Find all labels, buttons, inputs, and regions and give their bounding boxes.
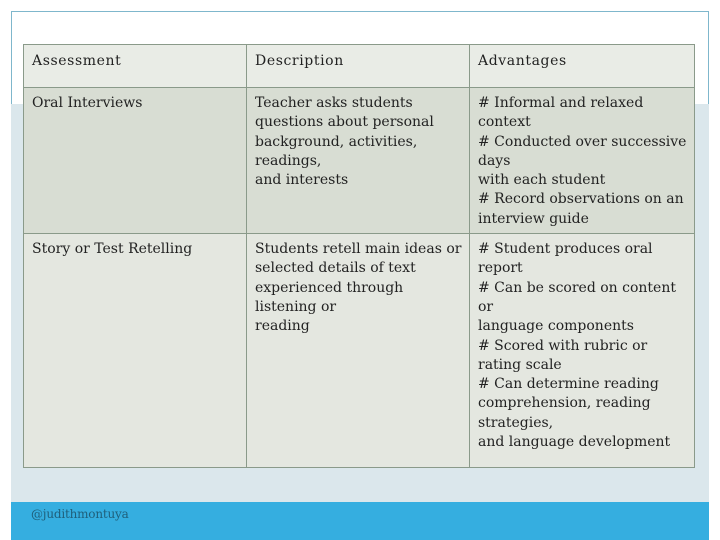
table-header-row — [24, 45, 695, 88]
footer-handle: @judithmontuya — [31, 507, 129, 521]
advantage-line: comprehension, reading — [478, 395, 651, 412]
header-description: Description — [247, 45, 470, 88]
description-line: listening or — [255, 298, 337, 315]
description-line: Teacher asks students — [255, 95, 413, 111]
advantage-line: # Record observations on an — [478, 191, 684, 208]
header-advantages: Advantages — [470, 45, 695, 88]
advantage-line: rating scale — [478, 356, 562, 373]
advantage-line: days — [478, 152, 511, 169]
advantage-line: # Conducted over successive — [478, 133, 687, 150]
advantage-line: and language development — [478, 434, 671, 451]
table-row — [24, 234, 695, 468]
description-line: experienced through — [255, 279, 404, 296]
advantage-line: or — [478, 298, 494, 315]
header-assessment: Assessment — [24, 45, 247, 88]
cell-description — [247, 88, 470, 234]
cell-advantages — [470, 88, 695, 234]
advantage-line: # Can be scored on content — [478, 279, 676, 296]
description-line: and interests — [255, 172, 349, 189]
advantage-line: language components — [478, 318, 634, 335]
advantage-line: context — [478, 114, 531, 131]
cell-assessment: Story or Test Retelling — [24, 234, 247, 468]
advantage-line: report — [478, 260, 523, 277]
advantage-line: with each student — [478, 172, 606, 189]
advantage-line: # Informal and relaxed — [478, 95, 644, 111]
advantage-line: strategies, — [478, 414, 554, 431]
cell-description — [247, 234, 470, 468]
description-line: background, activities, — [255, 133, 418, 150]
description-line: questions about personal — [255, 114, 434, 131]
description-line: readings, — [255, 152, 322, 169]
cell-assessment: Oral Interviews — [24, 88, 247, 234]
description-line: selected details of text — [255, 260, 416, 277]
advantage-line: # Scored with rubric or — [478, 337, 648, 354]
advantage-line: interview guide — [478, 210, 589, 227]
description-line: Students retell main ideas or — [255, 241, 462, 258]
assessment-table — [23, 44, 695, 468]
advantage-line: # Student produces oral — [478, 241, 653, 258]
table-row — [24, 88, 695, 234]
description-line: reading — [255, 318, 310, 335]
advantage-line: # Can determine reading — [478, 376, 659, 393]
cell-advantages — [470, 234, 695, 468]
